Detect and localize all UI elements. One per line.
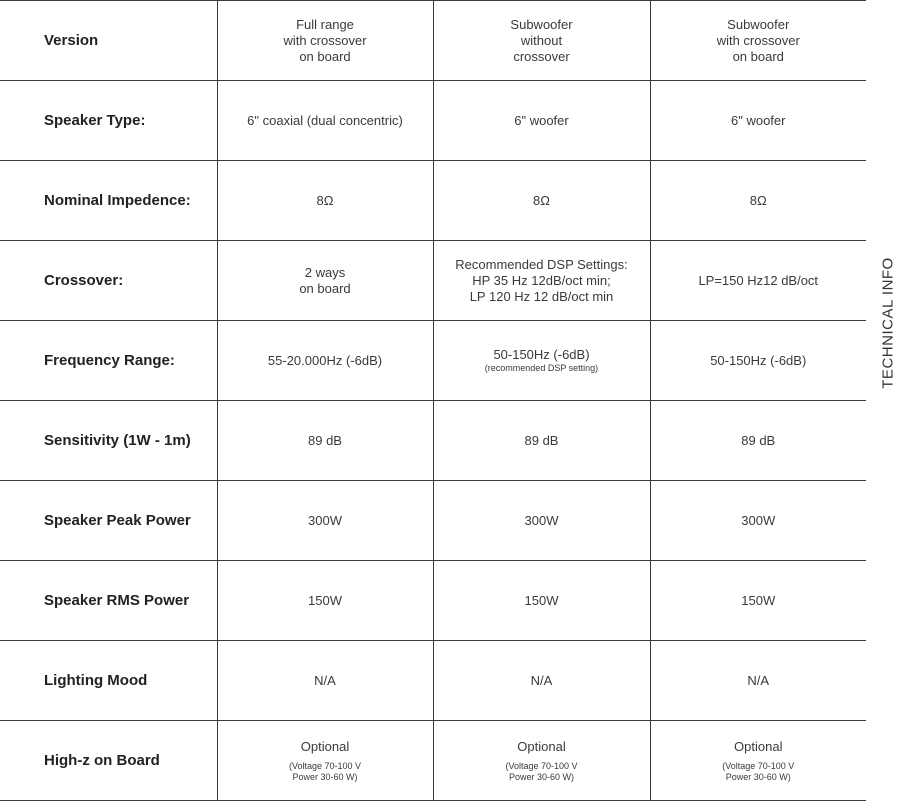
- table-row: [0, 241, 866, 321]
- cell-text: 300W: [741, 512, 776, 528]
- table-cell: [433, 321, 650, 401]
- row-label: Nominal Impedence:: [0, 161, 217, 241]
- cell-text: 50-150Hz (-6dB): [710, 352, 807, 368]
- cell-text: crossover: [513, 48, 570, 64]
- cell-text: 6" woofer: [514, 112, 569, 128]
- cell-text: Optional: [517, 738, 566, 754]
- table-cell: [217, 401, 433, 481]
- cell-detail: (Voltage 70-100 V: [722, 760, 795, 771]
- cell-text: LP 120 Hz 12 dB/oct min: [469, 288, 614, 304]
- cell-text: 55-20.000Hz (-6dB): [267, 352, 383, 368]
- row-label: Crossover:: [0, 241, 217, 321]
- cell-text: 8Ω: [533, 192, 550, 208]
- table-cell: [217, 1, 433, 81]
- cell-text: 2 ways: [304, 264, 346, 280]
- table-cell: [217, 321, 433, 401]
- cell-text: without: [520, 32, 563, 48]
- cell-detail: (Voltage 70-100 V: [505, 760, 578, 771]
- cell-detail: Power 30-60 W): [508, 771, 575, 782]
- table-cell: [650, 401, 866, 481]
- row-label: Speaker Peak Power: [0, 481, 217, 561]
- cell-text: with crossover: [283, 32, 367, 48]
- cell-detail: (Voltage 70-100 V: [288, 760, 362, 771]
- side-label: TECHNICAL INFO: [879, 257, 897, 389]
- table-cell: [217, 161, 433, 241]
- row-label: High-z on Board: [0, 721, 217, 801]
- table-row: [0, 401, 866, 481]
- cell-text: with crossover: [716, 32, 800, 48]
- cell-text: N/A: [747, 672, 770, 688]
- table-cell: [433, 241, 650, 321]
- cell-text: 300W: [308, 512, 342, 528]
- spec-table-body: [0, 1, 866, 801]
- table-cell: [433, 81, 650, 161]
- table-cell: [650, 1, 866, 81]
- table-cell: [433, 481, 650, 561]
- table-cell: [217, 721, 433, 801]
- table-cell: [217, 481, 433, 561]
- cell-text: HP 35 Hz 12dB/oct min;: [472, 272, 611, 288]
- cell-text: 150W: [741, 592, 776, 608]
- cell-text: 8Ω: [749, 192, 767, 208]
- cell-text: on board: [299, 48, 351, 64]
- table-row: [0, 1, 866, 81]
- table-cell: [433, 161, 650, 241]
- cell-text: 50-150Hz (-6dB): [493, 347, 590, 362]
- cell-text: Optional: [734, 738, 783, 754]
- table-cell: [433, 641, 650, 721]
- cell-text: 8Ω: [316, 192, 334, 208]
- cell-text: 150W: [524, 592, 559, 608]
- cell-text: 89 dB: [308, 432, 342, 448]
- table-row: [0, 81, 866, 161]
- table-cell: [650, 241, 866, 321]
- table-row: [0, 481, 866, 561]
- cell-text: Optional: [300, 738, 350, 754]
- cell-text: N/A: [314, 672, 336, 688]
- cell-text: Subwoofer: [510, 16, 573, 32]
- row-label: Frequency Range:: [0, 321, 217, 401]
- cell-detail: Power 30-60 W): [725, 771, 791, 782]
- cell-note: (recommended DSP setting): [484, 363, 599, 373]
- row-label: Version: [0, 1, 217, 81]
- table-row: [0, 721, 866, 801]
- table-cell: [650, 641, 866, 721]
- cell-text: 89 dB: [524, 432, 559, 448]
- cell-text: 6" woofer: [731, 112, 786, 128]
- cell-text: Full range: [296, 16, 354, 32]
- cell-text: 150W: [308, 592, 342, 608]
- table-cell: [433, 1, 650, 81]
- cell-text: Recommended DSP Settings:: [455, 256, 628, 272]
- table-cell: [217, 81, 433, 161]
- cell-text: Subwoofer: [727, 16, 790, 32]
- table-cell: [650, 81, 866, 161]
- table-row: [0, 561, 866, 641]
- cell-text: on board: [299, 280, 351, 296]
- cell-text: 89 dB: [741, 432, 776, 448]
- table-cell: [433, 721, 650, 801]
- table-cell: [650, 721, 866, 801]
- row-label: Speaker Type:: [0, 81, 217, 161]
- table-cell: [650, 161, 866, 241]
- cell-text: on board: [732, 48, 784, 64]
- table-cell: [217, 241, 433, 321]
- cell-text: LP=150 Hz12 dB/oct: [698, 272, 819, 288]
- table-row: [0, 321, 866, 401]
- table-cell: [217, 641, 433, 721]
- cell-text: 300W: [524, 512, 559, 528]
- table-cell: [433, 561, 650, 641]
- table-cell: [650, 481, 866, 561]
- row-label: Speaker RMS Power: [0, 561, 217, 641]
- table-cell: [433, 401, 650, 481]
- table-row: [0, 641, 866, 721]
- row-label: Lighting Mood: [0, 641, 217, 721]
- cell-detail: Power 30-60 W): [292, 771, 358, 782]
- row-label: Sensitivity (1W - 1m): [0, 401, 217, 481]
- table-cell: [217, 561, 433, 641]
- cell-text: 6" coaxial (dual concentric): [247, 112, 403, 128]
- table-cell: [650, 561, 866, 641]
- cell-text: N/A: [530, 672, 553, 688]
- table-row: [0, 161, 866, 241]
- table-cell: [650, 321, 866, 401]
